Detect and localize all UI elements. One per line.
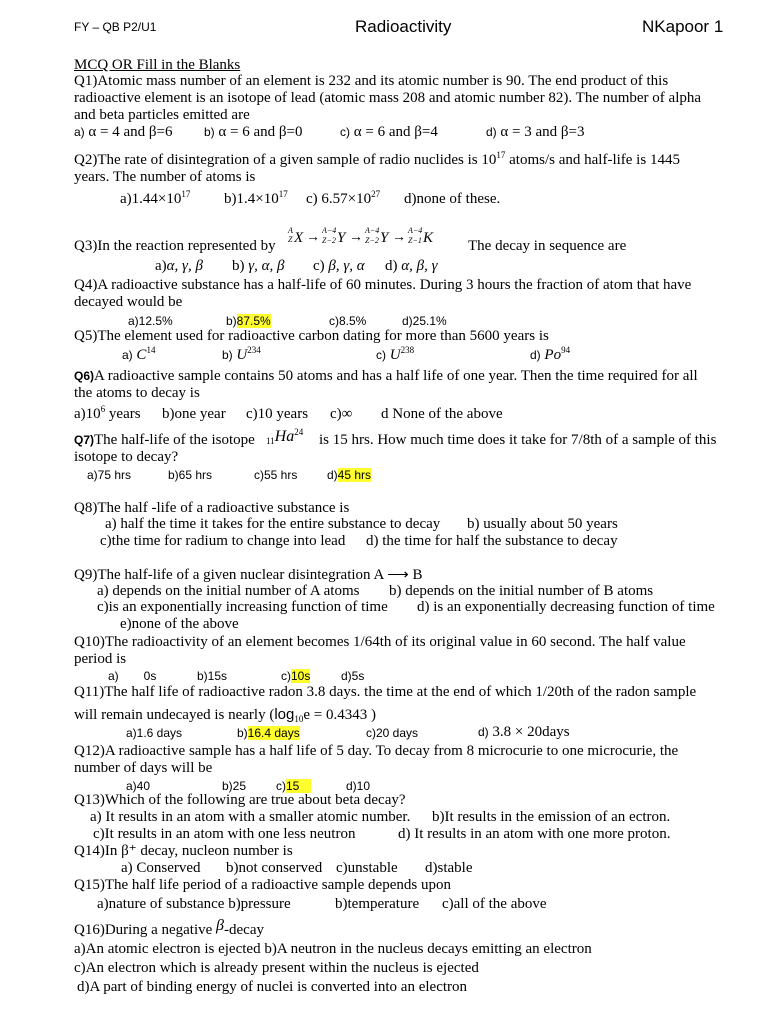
q9-line1: Q9)The half-life of a given nuclear disintegration A ⟶ B xyxy=(74,567,423,583)
q11-option-d: d) 3.8 × 20days xyxy=(478,724,570,740)
q3-option-d: d) α, β, γ xyxy=(385,258,438,274)
q11-option-b: b)16.4 days xyxy=(237,726,300,740)
svg-text:K: K xyxy=(423,230,434,246)
q5-option-b: b) $U^{234}$ xyxy=(222,345,261,363)
q4-option-d: d)25.1% xyxy=(402,314,447,328)
answer-highlight: 16.4 days xyxy=(247,726,300,740)
svg-text:A−4: A−4 xyxy=(365,226,380,235)
q1-option-b: b) α = 6 and β=0 xyxy=(204,124,303,140)
answer-highlight: 15 xyxy=(286,779,311,793)
q9-option-b: b) depends on the initial number of B atoms xyxy=(389,583,654,599)
q12-line1: Q12)A radioactive sample has a half life of 5 day. To decay from 8 microcurie to one microcurie, the xyxy=(74,743,679,759)
q11-line2: will remain undecayed is nearly ($\log_{10}e = 0.4343$ ) xyxy=(74,706,376,724)
q4-line1: Q4)A radioactive substance has a half-life of 60 minutes. During 3 hours the fraction of atom that have xyxy=(74,277,692,293)
q10-option-d: d)5s xyxy=(341,669,365,683)
q13-option-c: c)It results in an atom with one less neutron xyxy=(93,826,356,842)
q7-line1a: Q7)The half-life of the isotope xyxy=(74,432,255,448)
q4-line2: decayed would be xyxy=(74,294,183,310)
q12-option-b: b)25 xyxy=(222,779,247,793)
q16-option-c: c)An electron which is already present within the nucleus is ejected xyxy=(74,960,479,976)
svg-text:A−4: A−4 xyxy=(408,226,423,235)
q12-line2: number of days will be xyxy=(74,760,213,776)
q9-option-c: c)is an exponentially increasing function of time xyxy=(97,599,388,615)
q7-option-b: b)65 hrs xyxy=(168,468,213,482)
q13-line1: Q13)Which of the following are true about beta decay? xyxy=(74,792,406,808)
answer-highlight: 87.5% xyxy=(236,314,271,328)
q15-option-a: a)nature of substance b)pressure xyxy=(97,896,291,912)
q7-line2: isotope to decay? xyxy=(74,449,179,465)
section-title: MCQ OR Fill in the Blanks xyxy=(74,57,241,73)
q9-option-a: a) depends on the initial number of A atoms xyxy=(97,583,360,599)
q1-option-c: c) α = 6 and β=4 xyxy=(340,124,438,140)
q10-option-a: a) 0s xyxy=(108,669,157,683)
q10-option-b: b)15s xyxy=(197,669,228,683)
q2-option-c: c) $6.57\times 10^{27}$ xyxy=(306,189,381,207)
q8-option-c: c)the time for radium to change into lead xyxy=(100,533,346,549)
q14-option-b: b)not conserved xyxy=(226,860,323,876)
q12-option-d: d)10 xyxy=(346,779,371,793)
q10-option-c: c)10s xyxy=(281,669,311,683)
q11-option-a: a)1.6 days xyxy=(126,726,183,740)
q9-option-e: e)none of the above xyxy=(120,616,239,632)
q6-option-c2: c)∞ xyxy=(330,406,353,422)
answer-highlight: 45 hrs xyxy=(337,468,372,482)
q11-line1: Q11)The half life of radioactive radon 3.8 days. the time at the end of which 1/20th of the radon sample xyxy=(74,684,697,700)
q3-line1a: Q3)In the reaction represented by xyxy=(74,238,276,254)
answer-highlight: 10s xyxy=(291,669,311,683)
q1-line3: and beta particles emitted are xyxy=(74,107,250,123)
q2-option-a: $a)1.44\times 10^{17}$ xyxy=(120,189,191,207)
q6-option-c: c)10 years xyxy=(246,406,309,422)
q2-line1: Q2)The rate of disintegration of a given sample of radio nuclides is $10^{17}$ atoms/s and half-life is 1445 xyxy=(74,150,680,168)
svg-text:→: → xyxy=(306,230,320,245)
q3-option-c: c) β, γ, α xyxy=(313,258,365,274)
q14-option-d: d)stable xyxy=(425,860,473,876)
q8-option-a: a) half the time it takes for the entire substance to decay xyxy=(105,516,441,532)
svg-text:Y: Y xyxy=(337,230,346,246)
q7-isotope: $_{11}Ha^{24}$ xyxy=(266,427,304,446)
q15-line1: Q15)The half life period of a radioactive sample depends upon xyxy=(74,877,451,893)
svg-text:Z−2: Z−2 xyxy=(322,236,336,245)
svg-text:Z−2: Z−2 xyxy=(365,236,379,245)
q16-option-d: d)A part of binding energy of nuclei is converted into an electron xyxy=(77,979,468,995)
q8-option-d: d) the time for half the substance to decay xyxy=(366,533,618,549)
q5-option-c: c) $U^{238}$ xyxy=(376,345,415,363)
svg-text:Z−1: Z−1 xyxy=(408,236,422,245)
q5-line1: Q5)The element used for radioactive carbon dating for more than 5600 years is xyxy=(74,328,549,344)
q7-line1b: is 15 hrs. How much time does it take for 7/8th of a sample of this xyxy=(319,432,717,448)
q8-option-b: b) usually about 50 years xyxy=(467,516,618,532)
svg-text:→: → xyxy=(349,230,363,245)
q4-option-b: b)87.5% xyxy=(226,314,271,328)
q13-option-a: a) It results in an atom with a smaller atomic number. xyxy=(90,809,411,825)
q7-option-a: a)75 hrs xyxy=(87,468,132,482)
q7-option-d: d)45 hrs xyxy=(327,468,372,482)
q6-option-a: $a)10^6$ years xyxy=(74,404,141,422)
svg-text:A: A xyxy=(288,226,293,235)
svg-text:Y: Y xyxy=(380,230,389,246)
q12-option-c: c)15 xyxy=(276,778,311,795)
header-right: NKapoor 1 xyxy=(642,17,724,36)
q15-option-c: c)all of the above xyxy=(442,896,547,912)
q2-option-b: $b)1.4\times 10^{17}$ xyxy=(224,189,288,207)
svg-text:A−4: A−4 xyxy=(322,226,337,235)
q13-option-b: b)It results in the emission of an ectron. xyxy=(432,809,671,825)
q6-line2: the atoms to decay is xyxy=(74,385,200,401)
q12-option-a: a)40 xyxy=(126,779,151,793)
q14-option-a: a) Conserved xyxy=(121,860,201,876)
q3-option-a: a)α, γ, β xyxy=(155,258,203,274)
q1-option-a: a) α = 4 and β=6 xyxy=(74,124,173,140)
q7-option-c: c)55 hrs xyxy=(254,468,298,482)
q2-line2: years. The number of atoms is xyxy=(74,169,256,185)
q4-option-a: a)12.5% xyxy=(128,314,173,328)
q1-option-d: d) α = 3 and β=3 xyxy=(486,124,585,140)
q1-line2: radioactive element is an isotope of lead (atomic mass 208 and atomic number 82). The number of alpha xyxy=(74,90,702,106)
q11-option-c: c)20 days xyxy=(366,726,419,740)
q2-option-d: d)none of these. xyxy=(404,191,501,207)
q5-option-a: a) $C^{14}$ xyxy=(122,345,156,363)
q10-line2: period is xyxy=(74,651,127,667)
q16-option-a: a)An atomic electron is ejected b)A neutron in the nucleus decays emitting an electron xyxy=(74,941,592,957)
q5-option-d: d) Po$^{94}$ xyxy=(530,345,571,363)
q8-line1: Q8)The half -life of a radioactive substance is xyxy=(74,500,350,516)
q15-option-b: b)temperature xyxy=(335,896,420,912)
q14-line1: Q14)In β⁺ decay, nucleon number is xyxy=(74,843,293,859)
q1-line1: Q1)Atomic mass number of an element is 232 and its atomic number is 90. The end product of this xyxy=(74,73,669,89)
header-left: FY – QB P2/U1 xyxy=(74,20,157,34)
q16-line1: Q16)During a negative β-decay xyxy=(74,917,264,938)
q13-option-d: d) It results in an atom with one more proton. xyxy=(398,826,671,842)
q6-option-d: d None of the above xyxy=(381,406,503,422)
q10-line1: Q10)The radioactivity of an element becomes 1/64th of its original value in 60 second. The half value xyxy=(74,634,686,650)
q9-option-d: d) is an exponentially decreasing function of time xyxy=(417,599,715,615)
q6-option-b: b)one year xyxy=(162,406,226,422)
svg-text:X: X xyxy=(294,230,304,246)
q3-option-b: b) γ, α, β xyxy=(232,258,285,274)
svg-text:→: → xyxy=(392,230,406,245)
q4-option-c: c)8.5% xyxy=(329,314,367,328)
q14-option-c: c)unstable xyxy=(336,860,398,876)
q3-reaction-equation xyxy=(286,222,468,256)
q6-line1: Q6)A radioactive sample contains 50 atoms and has a half life of one year. Then the time required for all xyxy=(74,368,698,384)
svg-text:Z: Z xyxy=(288,235,293,244)
q3-line1b: The decay in sequence are xyxy=(468,238,627,254)
header-title: Radioactivity xyxy=(355,17,452,36)
